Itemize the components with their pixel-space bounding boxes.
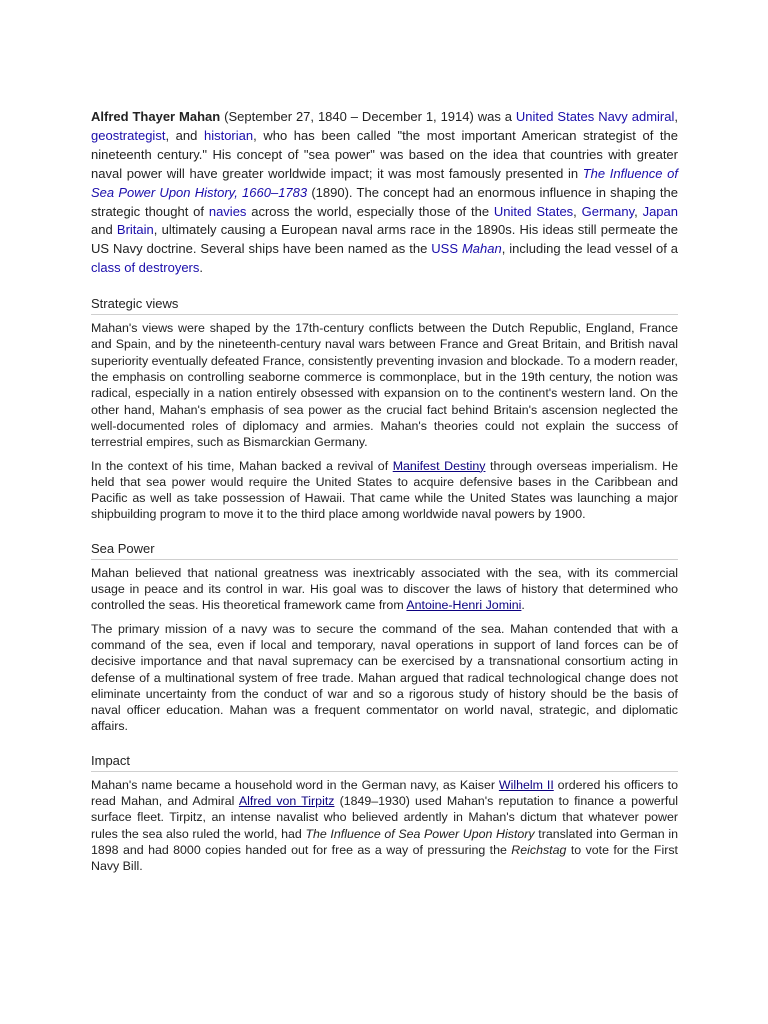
link-historian[interactable]: historian — [203, 127, 254, 143]
link-japan[interactable]: Japan — [642, 203, 678, 219]
link-manifest-destiny[interactable]: Manifest Destiny — [392, 458, 486, 473]
link-united-states[interactable]: United States — [493, 203, 574, 219]
heading-strategic-views: Strategic views — [91, 296, 678, 315]
link-germany[interactable]: Germany — [581, 203, 635, 219]
link-united-states-navy[interactable]: United States Navy — [515, 109, 628, 124]
strategic-paragraph-1: Mahan's views were shaped by the 17th-century conflicts between the Dutch Republic, England, France and Spain, and by the nineteenth-century naval wars between France and Great Britain, and British naval superiority eventually defeated France, consistently preventing invasion and blockade. To a modern reader, the emphasis on controlling seaborne commerce is commonplace, but in the 19th century, the notion was radical, especially in a nation entirely obsessed with expansion on to the continent's western land. On the other hand, Mahan's emphasis of sea power as the crucial fact behind Britain's ascension neglected the well-documented roles of diplomacy and armies. Mahan's theories could not explain the success of terrestrial empires, such as Bismarckian Germany. — [91, 321, 678, 450]
heading-sea-power: Sea Power — [91, 541, 678, 560]
link-wilhelm-ii[interactable]: Wilhelm II — [498, 777, 554, 792]
strategic-paragraph-2: In the context of his time, Mahan backed a revival of Manifest Destiny through overseas imperialism. He held that sea power would require the United States to acquire defensive bases in the Caribbean and Pacific as well as take possession of Hawaii. That came while the United States was launching a major shipbuilding program to move it to the third place among worldwide naval powers by 1900. — [91, 458, 678, 522]
link-admiral[interactable]: admiral — [631, 109, 675, 124]
intro-paragraph: Alfred Thayer Mahan (September 27, 1840 – December 1, 1914) was a United States Navy admiral, geostrategist, and historian, who has been called "the most important American strategist of the nineteenth century." His concept of "sea power" was based on the idea that countries with greater naval power will have greater worldwide impact; it was most famously presented in The Influence of Sea Power Upon History, 1660–1783 (1890). The concept had an enormous influence in shaping the strategic thought of navies across the world, especially those of the United States, Germany, Japan and Britain, ultimately causing a European naval arms race in the 1890s. His ideas still permeate the US Navy doctrine. Several ships have been named as the USS Mahan, including the lead vessel of a class of destroyers. — [91, 109, 678, 276]
link-geostrategist[interactable]: geostrategist — [91, 127, 166, 143]
link-class-of-destroyers[interactable]: class of destroyers — [91, 260, 200, 276]
article-subject: Alfred Thayer Mahan — [91, 109, 221, 124]
link-navies[interactable]: navies — [208, 203, 247, 219]
heading-impact: Impact — [91, 753, 678, 772]
link-influence-of-sea-power[interactable]: The Influence of Sea Power Upon History, 1660–1783 — [91, 165, 678, 200]
link-antoine-henri-jomini[interactable]: Antoine-Henri Jomini — [406, 598, 522, 613]
link-alfred-von-tirpitz[interactable]: Alfred von Tirpitz — [238, 793, 335, 808]
link-britain[interactable]: Britain — [116, 222, 154, 238]
article — [91, 108, 678, 881]
link-uss-mahan[interactable]: USS Mahan — [431, 241, 502, 257]
seapower-paragraph-2: The primary mission of a navy was to secure the command of the sea. Mahan contended that with a command of the sea, even if local and temporary, naval operations in support of land forces can be of decisive importance and that naval supremacy can be exercised by a transnational consortium acting in defense of a multinational system of free trade. Mahan argued that radical technological change does not eliminate uncertainty from the conduct of war and so a rigorous study of history should be the basis of naval officer education. Mahan was a frequent commentator on world naval, strategic, and diplomatic affairs. — [91, 621, 678, 734]
seapower-paragraph-1: Mahan believed that national greatness was inextricably associated with the sea, with its commercial usage in peace and its control in war. His goal was to discover the laws of history that determined who controlled the seas. His theoretical framework came from Antoine-Henri Jomini. — [91, 565, 678, 613]
impact-paragraph-1: Mahan's name became a household word in the German navy, as Kaiser Wilhelm II ordered his officers to read Mahan, and Admiral Alfred von Tirpitz (1849–1930) used Mahan's reputation to finance a powerful surface fleet. Tirpitz, an intense navalist who believed ardently in Mahan's dictum that whatever power rules the sea also ruled the world, had The Influence of Sea Power Upon History translated into German in 1898 and had 8000 copies handed out for free as a way of pressuring the Reichstag to vote for the First Navy Bill. — [91, 777, 679, 874]
